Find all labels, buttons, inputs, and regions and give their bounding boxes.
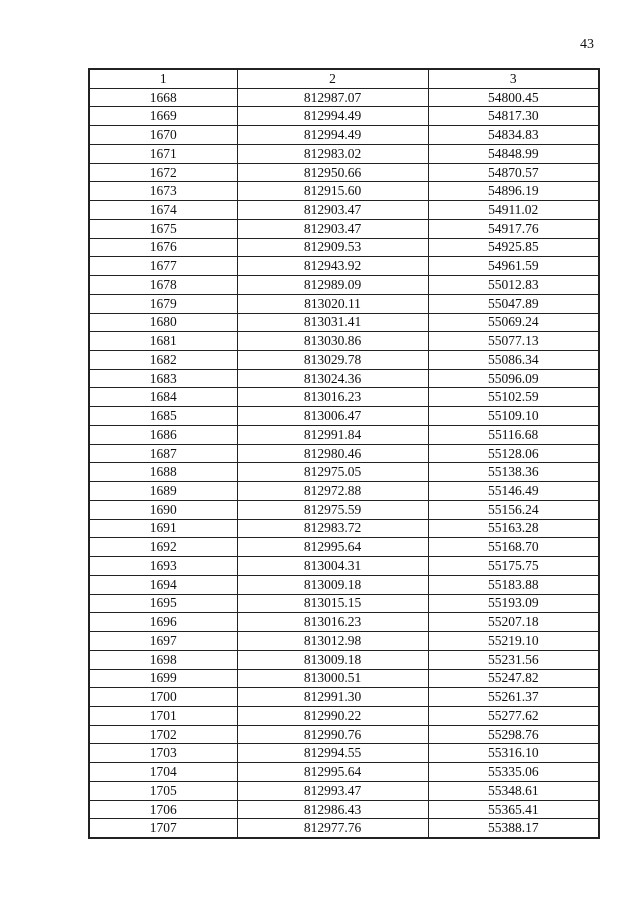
point-number-cell: 1694 — [89, 575, 237, 594]
x-coordinate-cell: 812987.07 — [237, 88, 428, 107]
x-coordinate-cell: 813029.78 — [237, 351, 428, 370]
x-coordinate-cell: 812989.09 — [237, 276, 428, 295]
table-row — [89, 126, 599, 145]
x-coordinate-cell: 813016.23 — [237, 613, 428, 632]
point-number-cell: 1669 — [89, 107, 237, 126]
y-coordinate-cell: 54817.30 — [428, 107, 599, 126]
y-coordinate-cell: 55231.56 — [428, 650, 599, 669]
point-number-cell: 1686 — [89, 425, 237, 444]
y-coordinate-cell: 54800.45 — [428, 88, 599, 107]
point-number-cell: 1679 — [89, 294, 237, 313]
x-coordinate-cell: 813020.11 — [237, 294, 428, 313]
table-row — [89, 444, 599, 463]
y-coordinate-cell: 54848.99 — [428, 144, 599, 163]
y-coordinate-cell: 55168.70 — [428, 538, 599, 557]
y-coordinate-cell: 54834.83 — [428, 126, 599, 145]
y-coordinate-cell: 54870.57 — [428, 163, 599, 182]
table-row — [89, 725, 599, 744]
x-coordinate-cell: 812994.55 — [237, 744, 428, 763]
x-coordinate-cell: 812983.02 — [237, 144, 428, 163]
y-coordinate-cell: 55219.10 — [428, 632, 599, 651]
column-header-2: 2 — [237, 69, 428, 88]
table-row — [89, 744, 599, 763]
x-coordinate-cell: 813016.23 — [237, 388, 428, 407]
point-number-cell: 1701 — [89, 706, 237, 725]
y-coordinate-cell: 55261.37 — [428, 688, 599, 707]
point-number-cell: 1683 — [89, 369, 237, 388]
point-number-cell: 1672 — [89, 163, 237, 182]
y-coordinate-cell: 55348.61 — [428, 781, 599, 800]
x-coordinate-cell: 812991.84 — [237, 425, 428, 444]
point-number-cell: 1703 — [89, 744, 237, 763]
page-number: 43 — [580, 37, 594, 52]
point-number-cell: 1680 — [89, 313, 237, 332]
x-coordinate-cell: 812977.76 — [237, 819, 428, 838]
y-coordinate-cell: 54917.76 — [428, 219, 599, 238]
point-number-cell: 1706 — [89, 800, 237, 819]
y-coordinate-cell: 54911.02 — [428, 201, 599, 220]
y-coordinate-cell: 55335.06 — [428, 763, 599, 782]
point-number-cell: 1692 — [89, 538, 237, 557]
point-number-cell: 1707 — [89, 819, 237, 838]
table-row — [89, 219, 599, 238]
table-row — [89, 332, 599, 351]
x-coordinate-cell: 812975.05 — [237, 463, 428, 482]
table-row — [89, 819, 599, 838]
x-coordinate-cell: 813009.18 — [237, 575, 428, 594]
point-number-cell: 1700 — [89, 688, 237, 707]
table-body — [89, 88, 599, 838]
y-coordinate-cell: 55316.10 — [428, 744, 599, 763]
table-row — [89, 388, 599, 407]
point-number-cell: 1690 — [89, 500, 237, 519]
point-number-cell: 1675 — [89, 219, 237, 238]
table-row — [89, 107, 599, 126]
table-row — [89, 369, 599, 388]
table-row — [89, 669, 599, 688]
y-coordinate-cell: 55388.17 — [428, 819, 599, 838]
point-number-cell: 1681 — [89, 332, 237, 351]
table-row — [89, 519, 599, 538]
table-row — [89, 557, 599, 576]
y-coordinate-cell: 55012.83 — [428, 276, 599, 295]
table-row — [89, 650, 599, 669]
x-coordinate-cell: 812915.60 — [237, 182, 428, 201]
x-coordinate-cell: 813015.15 — [237, 594, 428, 613]
point-number-cell: 1687 — [89, 444, 237, 463]
point-number-cell: 1691 — [89, 519, 237, 538]
x-coordinate-cell: 812995.64 — [237, 763, 428, 782]
y-coordinate-cell: 55146.49 — [428, 482, 599, 501]
y-coordinate-cell: 55086.34 — [428, 351, 599, 370]
x-coordinate-cell: 812950.66 — [237, 163, 428, 182]
point-number-cell: 1677 — [89, 257, 237, 276]
table-row — [89, 182, 599, 201]
y-coordinate-cell: 55102.59 — [428, 388, 599, 407]
x-coordinate-cell: 812994.49 — [237, 126, 428, 145]
x-coordinate-cell: 812993.47 — [237, 781, 428, 800]
x-coordinate-cell: 812990.76 — [237, 725, 428, 744]
point-number-cell: 1695 — [89, 594, 237, 613]
y-coordinate-cell: 55116.68 — [428, 425, 599, 444]
table-row — [89, 594, 599, 613]
point-number-cell: 1689 — [89, 482, 237, 501]
x-coordinate-cell: 812983.72 — [237, 519, 428, 538]
x-coordinate-cell: 812990.22 — [237, 706, 428, 725]
table-row — [89, 294, 599, 313]
x-coordinate-cell: 812972.88 — [237, 482, 428, 501]
y-coordinate-cell: 55128.06 — [428, 444, 599, 463]
coordinates-table — [88, 68, 600, 839]
x-coordinate-cell: 813031.41 — [237, 313, 428, 332]
point-number-cell: 1696 — [89, 613, 237, 632]
y-coordinate-cell: 55047.89 — [428, 294, 599, 313]
point-number-cell: 1698 — [89, 650, 237, 669]
y-coordinate-cell: 54925.85 — [428, 238, 599, 257]
y-coordinate-cell: 55247.82 — [428, 669, 599, 688]
point-number-cell: 1697 — [89, 632, 237, 651]
point-number-cell: 1688 — [89, 463, 237, 482]
x-coordinate-cell: 813030.86 — [237, 332, 428, 351]
y-coordinate-cell: 55163.28 — [428, 519, 599, 538]
table-row — [89, 144, 599, 163]
y-coordinate-cell: 55277.62 — [428, 706, 599, 725]
y-coordinate-cell: 55138.36 — [428, 463, 599, 482]
y-coordinate-cell: 54961.59 — [428, 257, 599, 276]
x-coordinate-cell: 812994.49 — [237, 107, 428, 126]
table-row — [89, 688, 599, 707]
table-row — [89, 351, 599, 370]
x-coordinate-cell: 812909.53 — [237, 238, 428, 257]
point-number-cell: 1684 — [89, 388, 237, 407]
y-coordinate-cell: 55069.24 — [428, 313, 599, 332]
table-row — [89, 463, 599, 482]
table-row — [89, 632, 599, 651]
table-row — [89, 238, 599, 257]
x-coordinate-cell: 813000.51 — [237, 669, 428, 688]
y-coordinate-cell: 54896.19 — [428, 182, 599, 201]
x-coordinate-cell: 812991.30 — [237, 688, 428, 707]
table-row — [89, 575, 599, 594]
y-coordinate-cell: 55096.09 — [428, 369, 599, 388]
table-row — [89, 257, 599, 276]
table-row — [89, 500, 599, 519]
y-coordinate-cell: 55298.76 — [428, 725, 599, 744]
y-coordinate-cell: 55365.41 — [428, 800, 599, 819]
x-coordinate-cell: 813024.36 — [237, 369, 428, 388]
x-coordinate-cell: 813004.31 — [237, 557, 428, 576]
table-row — [89, 407, 599, 426]
point-number-cell: 1676 — [89, 238, 237, 257]
table-row — [89, 763, 599, 782]
point-number-cell: 1682 — [89, 351, 237, 370]
point-number-cell: 1705 — [89, 781, 237, 800]
x-coordinate-cell: 813012.98 — [237, 632, 428, 651]
table-row — [89, 482, 599, 501]
x-coordinate-cell: 812975.59 — [237, 500, 428, 519]
table-row — [89, 781, 599, 800]
point-number-cell: 1693 — [89, 557, 237, 576]
table-header — [89, 69, 599, 88]
x-coordinate-cell: 812903.47 — [237, 219, 428, 238]
y-coordinate-cell: 55183.88 — [428, 575, 599, 594]
y-coordinate-cell: 55175.75 — [428, 557, 599, 576]
table-row — [89, 313, 599, 332]
table-row — [89, 201, 599, 220]
table-row — [89, 276, 599, 295]
point-number-cell: 1668 — [89, 88, 237, 107]
point-number-cell: 1704 — [89, 763, 237, 782]
x-coordinate-cell: 812995.64 — [237, 538, 428, 557]
table-row — [89, 88, 599, 107]
table-row — [89, 425, 599, 444]
point-number-cell: 1678 — [89, 276, 237, 295]
y-coordinate-cell: 55156.24 — [428, 500, 599, 519]
point-number-cell: 1699 — [89, 669, 237, 688]
table-row — [89, 800, 599, 819]
x-coordinate-cell: 812986.43 — [237, 800, 428, 819]
table-row — [89, 538, 599, 557]
column-header-3: 3 — [428, 69, 599, 88]
x-coordinate-cell: 812980.46 — [237, 444, 428, 463]
table-row — [89, 163, 599, 182]
point-number-cell: 1670 — [89, 126, 237, 145]
y-coordinate-cell: 55109.10 — [428, 407, 599, 426]
point-number-cell: 1685 — [89, 407, 237, 426]
x-coordinate-cell: 812903.47 — [237, 201, 428, 220]
point-number-cell: 1671 — [89, 144, 237, 163]
point-number-cell: 1702 — [89, 725, 237, 744]
x-coordinate-cell: 813009.18 — [237, 650, 428, 669]
y-coordinate-cell: 55207.18 — [428, 613, 599, 632]
x-coordinate-cell: 812943.92 — [237, 257, 428, 276]
point-number-cell: 1673 — [89, 182, 237, 201]
column-header-1: 1 — [89, 69, 237, 88]
x-coordinate-cell: 813006.47 — [237, 407, 428, 426]
y-coordinate-cell: 55193.09 — [428, 594, 599, 613]
point-number-cell: 1674 — [89, 201, 237, 220]
header-row — [89, 69, 599, 88]
y-coordinate-cell: 55077.13 — [428, 332, 599, 351]
table-row — [89, 613, 599, 632]
table-row — [89, 706, 599, 725]
